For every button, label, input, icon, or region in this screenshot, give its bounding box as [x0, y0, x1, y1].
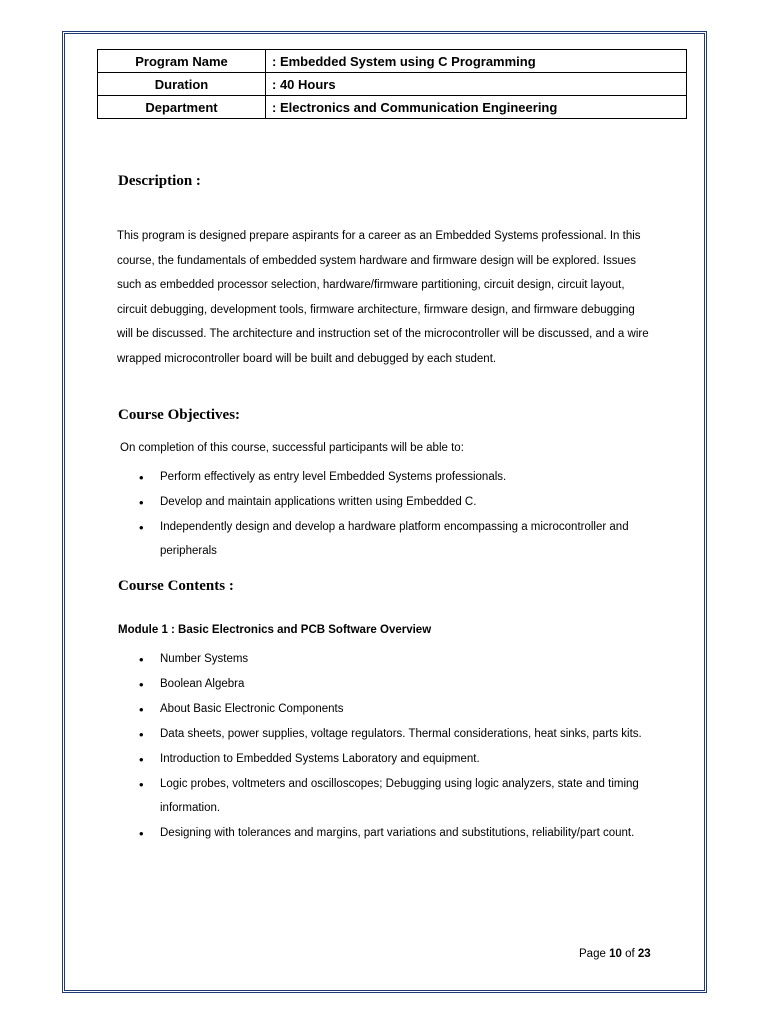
- page-number: [579, 948, 651, 960]
- list-item: • Perform effectively as entry level Embedded Systems professionals.: [139, 466, 649, 490]
- of-word: of: [625, 948, 635, 960]
- list-item: • Number Systems: [139, 648, 649, 672]
- contents-heading: Course Contents :: [118, 578, 234, 594]
- list-item: • Designing with tolerances and margins, part variations and substitutions, reliability/part count.: [139, 822, 649, 846]
- description-text: This program is designed prepare aspirants for a career as an Embedded Systems professional. In this course, the fundamentals of embedded system hardware and firmware design will be explored. Issues such as embedded processor selection, hardware/firmware partitioning, circuit design, circuit layout, circuit debugging, development tools, firmware architecture, firmware design, and firmware debugging will be discussed. The architecture and instruction set of the microcontroller will be discussed, and a wire wrapped microcontroller board will be built and debugged by each student.: [117, 230, 649, 365]
- list-item: • Introduction to Embedded Systems Laboratory and equipment.: [139, 748, 649, 772]
- objectives-list: [139, 466, 649, 565]
- list-item: • Data sheets, power supplies, voltage regulators. Thermal considerations, heat sinks, parts kits.: [139, 723, 649, 747]
- list-item: • Independently design and develop a hardware platform encompassing a microcontroller and peripherals: [139, 516, 649, 563]
- list-item: • About Basic Electronic Components: [139, 698, 649, 722]
- table-row: [98, 73, 687, 96]
- info-value: : Electronics and Communication Engineering: [266, 96, 687, 119]
- info-value: : 40 Hours: [266, 73, 687, 96]
- objectives-heading: Course Objectives:: [118, 407, 241, 423]
- info-label: Department: [98, 96, 266, 119]
- contents-list: [139, 648, 649, 847]
- total-pages: 23: [637, 948, 651, 960]
- table-row: [98, 96, 687, 119]
- list-item: • Logic probes, voltmeters and oscilloscopes; Debugging using logic analyzers, state and timing information.: [139, 773, 649, 820]
- table-row: [98, 50, 687, 73]
- module-title: Module 1 : Basic Electronics and PCB Software Overview: [118, 624, 432, 636]
- info-value: : Embedded System using C Programming: [266, 50, 687, 73]
- list-item: • Develop and maintain applications written using Embedded C.: [139, 491, 649, 515]
- objectives-intro: On completion of this course, successful participants will be able to:: [120, 442, 464, 454]
- info-label: Duration: [98, 73, 266, 96]
- description-heading: Description :: [118, 173, 201, 189]
- page-word: Page: [579, 948, 606, 960]
- info-label: Program Name: [98, 50, 266, 73]
- program-info-table: [97, 49, 687, 119]
- list-item: • Boolean Algebra: [139, 673, 649, 697]
- current-page: 10: [609, 948, 622, 960]
